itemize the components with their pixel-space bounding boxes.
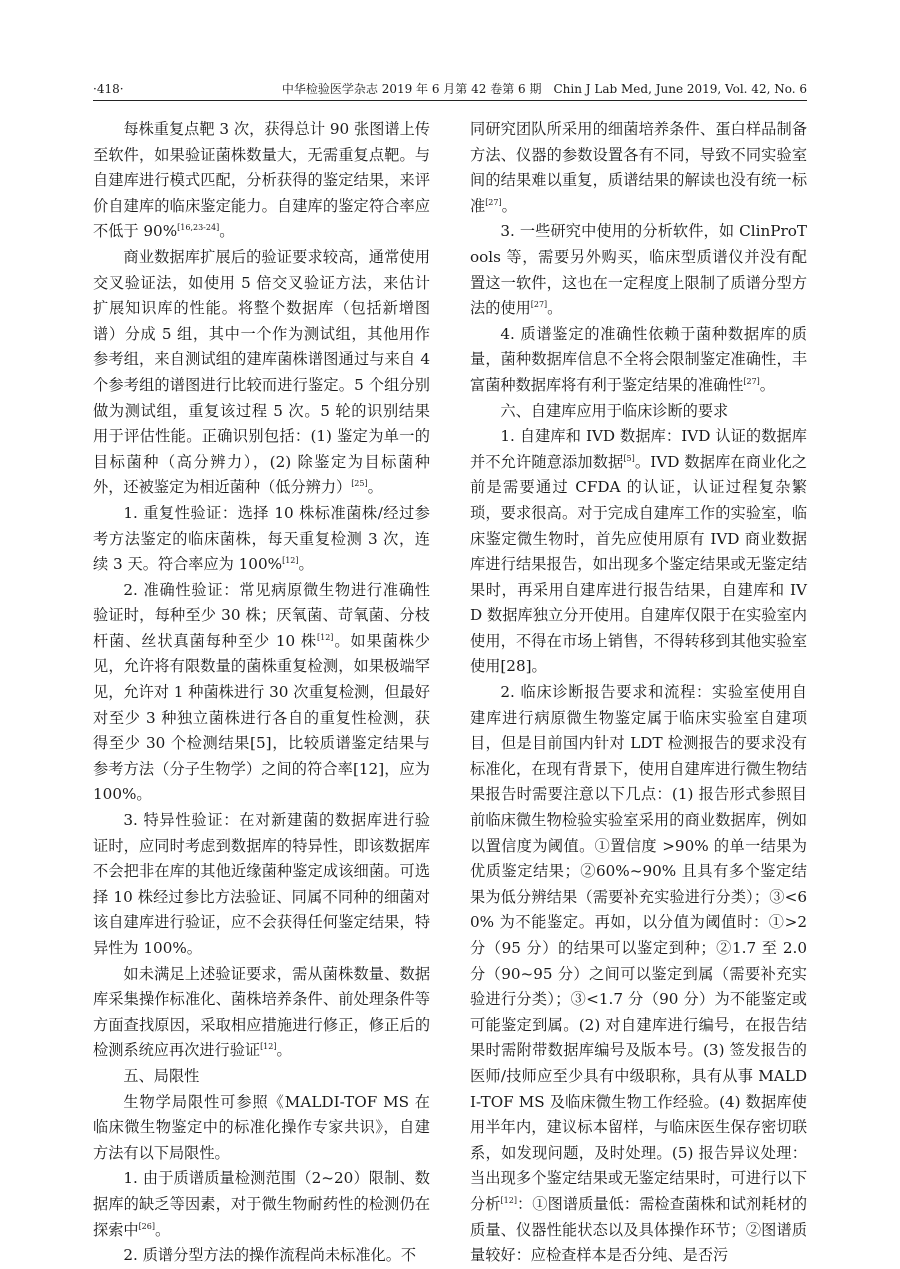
paragraph-text-cont: ：①图谱质量低：需检查菌株和试剂耗材的质量、仪器性能状态以及具体操作环节；②图谱质量较好：应检查样本是否分纯、是否污	[470, 1194, 807, 1265]
paragraph-text: 1. 自建库和 IVD 数据库：IVD 认证的数据库并不允许随意添加数据	[470, 427, 807, 471]
citation-ref: [12]	[260, 1042, 277, 1052]
page-number: ·418·	[93, 82, 124, 96]
left-paragraph	[93, 1243, 430, 1269]
paragraph-text-cont: 。	[367, 478, 383, 497]
citation-ref: [25]	[351, 479, 368, 489]
citation-ref: [27]	[530, 300, 548, 310]
citation-ref: [16,23-24]	[177, 223, 220, 233]
paragraph-text-cont: 。	[501, 196, 517, 215]
paragraph-text: 3. 特异性验证：在对新建菌的数据库进行验证时，应同时考虑到数据库的特异性，即该数据库不会把非在库的其他近缘菌种鉴定成该细菌。可选择 10 株经过参比方法验证、同属不同种的细菌对该自建库进行验证，应不会获得任何鉴定结果，特异性为 100%。	[93, 811, 430, 957]
paragraph-text: 2. 临床诊断报告要求和流程：实验室使用自建库进行病原微生物鉴定属于临床实验室自建项目，但是目前国内针对 LDT 检测报告的要求没有标准化，在现有背景下，使用自建库进行微生物结果报告时需要注意以下几点：(1) 报告形式参照目前临床微生物检验实验室采用的商业数据库，例如以置信度为阈值。①置信度 >90% 的单一结果为优质鉴定结果；②60%~90% 且具有多个鉴定结果为低分辨结果（需要补充实验进行分类）；③<60% 为不能鉴定。再如，以分值为阈值时：①>2 分（95 分）的结果可以鉴定到种；②1.7 至 2.0 分（90~95 分）之间可以鉴定到属（需要补充实验进行分类）；③<1.7 分（90 分）为不能鉴定或可能鉴定到属。(2) 对自建库进行编号，在报告结果时需附带数据库编号及版本号。(3) 签发报告的医师/技师应至少具有中级职称，具有从事 MALDI-TOF MS 及临床微生物工作经验。(4) 数据库使用半年内，建议标本留样，与临床医生保存密切联系，如发现问题，及时处理。(5) 报告异议处理：当出现多个鉴定结果或无鉴定结果时，可进行以下分析	[470, 683, 807, 1213]
paragraph-text-cont: 。IVD 数据库在商业化之前是需要通过 CFDA 的认证，认证过程复杂繁琐，要求很高。对于完成自建库工作的实验室，临床鉴定微生物时，首先应使用原有 IVD 商业数据库进行结果报告，如出现多个鉴定结果或无鉴定结果时，再采用自建库进行报告结果，自建库和 IVD 数据库独立分开使用。自建库仅限于在实验室内使用，不得在市场上销售，不得转移到其他实验室使用[28]。	[470, 452, 807, 676]
citation-ref: [12]	[500, 1195, 517, 1205]
right-paragraph	[470, 219, 807, 321]
page-header	[93, 78, 807, 101]
left-paragraph	[93, 1166, 430, 1243]
left-paragraph	[93, 501, 430, 578]
paragraph-text-cont: 。	[154, 1220, 171, 1239]
paragraph-text: 2. 准确性验证：常见病原微生物进行准确性验证时，每种至少 30 株；厌氧菌、苛氧菌、分枝杆菌、丝状真菌每种至少 10 株	[93, 580, 430, 650]
left-paragraph	[93, 962, 430, 1064]
citation-ref: [26]	[138, 1221, 155, 1231]
paragraph-text: 每株重复点靶 3 次，获得总计 90 张图谱上传至软件，如果验证菌株数量大，无需重复点靶。与自建库进行模式匹配，分析获得的鉴定结果，来评价自建库的临床鉴定能力。自建库的鉴定符合率应不低于 90%	[93, 120, 430, 241]
right-paragraph	[470, 322, 807, 399]
paragraph-text-cont: 。	[298, 555, 314, 574]
right-column	[470, 117, 807, 1269]
right-paragraph	[470, 424, 807, 680]
paragraph-text: 商业数据库扩展后的验证要求较高，通常使用交叉验证法，如使用 5 倍交叉验证方法，来估计扩展知识库的性能。将整个数据库（包括新增图谱）分成 5 组，其中一个作为测试组，其他用作参考组，来自测试组的建库菌株谱图通过与来自 4 个参考组的谱图进行比较而进行鉴定。5 个组分别做为测试组，重复该过程 5 次。5 轮的识别结果用于评估性能。正确识别包括：(1) 鉴定为单一的目标菌种（高分辨力），(2) 除鉴定为目标菌种外，还被鉴定为相近菌种（低分辨力）	[93, 247, 430, 497]
paragraph-text: 如未满足上述验证要求，需从菌株数量、数据库采集操作标准化、菌株培养条件、前处理条件等方面查找原因，采取相应措施进行修正，修正后的检测系统应再次进行验证	[93, 964, 430, 1060]
citation-ref: [12]	[282, 556, 299, 566]
left-paragraph	[93, 245, 430, 501]
paragraph-text-cont: 。如果菌株少见，允许将有限数量的菌株重复检测，如果极端罕见，允许对 1 种菌株进行 30 次重复检测，但最好对至少 3 种独立菌株进行各自的重复性检测，获得至少 30 个检测结果[5]，比较质谱鉴定结果与参考方法（分子生物学）之间的符合率[12]，应为 100%。	[93, 631, 430, 804]
paragraph-text: 同研究团队所采用的细菌培养条件、蛋白样品制备方法、仪器的参数设置各有不同，导致不同实验室间的结果难以重复，质谱结果的解读也没有统一标准	[470, 120, 807, 215]
left-paragraph	[93, 1064, 430, 1090]
left-paragraph	[93, 578, 430, 808]
paragraph-text-cont: 。	[759, 375, 775, 394]
paragraph-text-cont: 。	[276, 1041, 292, 1060]
left-column	[93, 117, 430, 1269]
citation-ref: [27]	[485, 197, 502, 207]
left-paragraph	[93, 1090, 430, 1167]
paragraph-text: 五、局限性	[123, 1066, 200, 1085]
paragraph-text: 3. 一些研究中使用的分析软件，如 ClinProTools 等，需要另外购买，临床型质谱仪并没有配置这一软件，这也在一定程度上限制了质谱分型方法的使用	[470, 222, 807, 318]
paragraph-text: 1. 重复性验证：选择 10 株标准菌株/经过参考方法鉴定的临床菌株，每天重复检测 3 次，连续 3 天。符合率应为 100%	[93, 503, 430, 574]
paragraph-text: 4. 质谱鉴定的准确性依赖于菌种数据库的质量，菌种数据库信息不全将会限制鉴定准确性，丰富菌种数据库将有利于鉴定结果的准确性	[470, 324, 807, 394]
left-paragraph	[93, 808, 430, 962]
paragraph-text-cont: 。	[547, 299, 563, 318]
paragraph-text: 六、自建库应用于临床诊断的要求	[500, 401, 729, 420]
paragraph-text: 生物学局限性可参照《MALDI-TOF MS 在临床微生物鉴定中的标准化操作专家共识》，自建方法有以下局限性。	[93, 1092, 430, 1162]
citation-ref: [12]	[316, 632, 334, 642]
right-paragraph	[470, 680, 807, 1269]
right-paragraph	[470, 399, 807, 425]
journal-citation: 中华检验医学杂志 2019 年 6 月第 42 卷第 6 期 Chin J Lab Med, June 2019, Vol. 42, No. 6	[281, 82, 807, 96]
paragraph-text-cont: 。	[219, 222, 235, 241]
paragraph-text: 2. 质谱分型方法的操作流程尚未标准化。不	[123, 1246, 417, 1265]
paragraph-text: 1. 由于质谱质量检测范围（2~20）限制、数据库的缺乏等因素，对于微生物耐药性的检测仍在探索中	[93, 1169, 430, 1239]
left-paragraph	[93, 117, 430, 245]
citation-ref: [5]	[623, 453, 635, 463]
right-paragraph	[470, 117, 807, 219]
citation-ref: [27]	[743, 376, 760, 386]
